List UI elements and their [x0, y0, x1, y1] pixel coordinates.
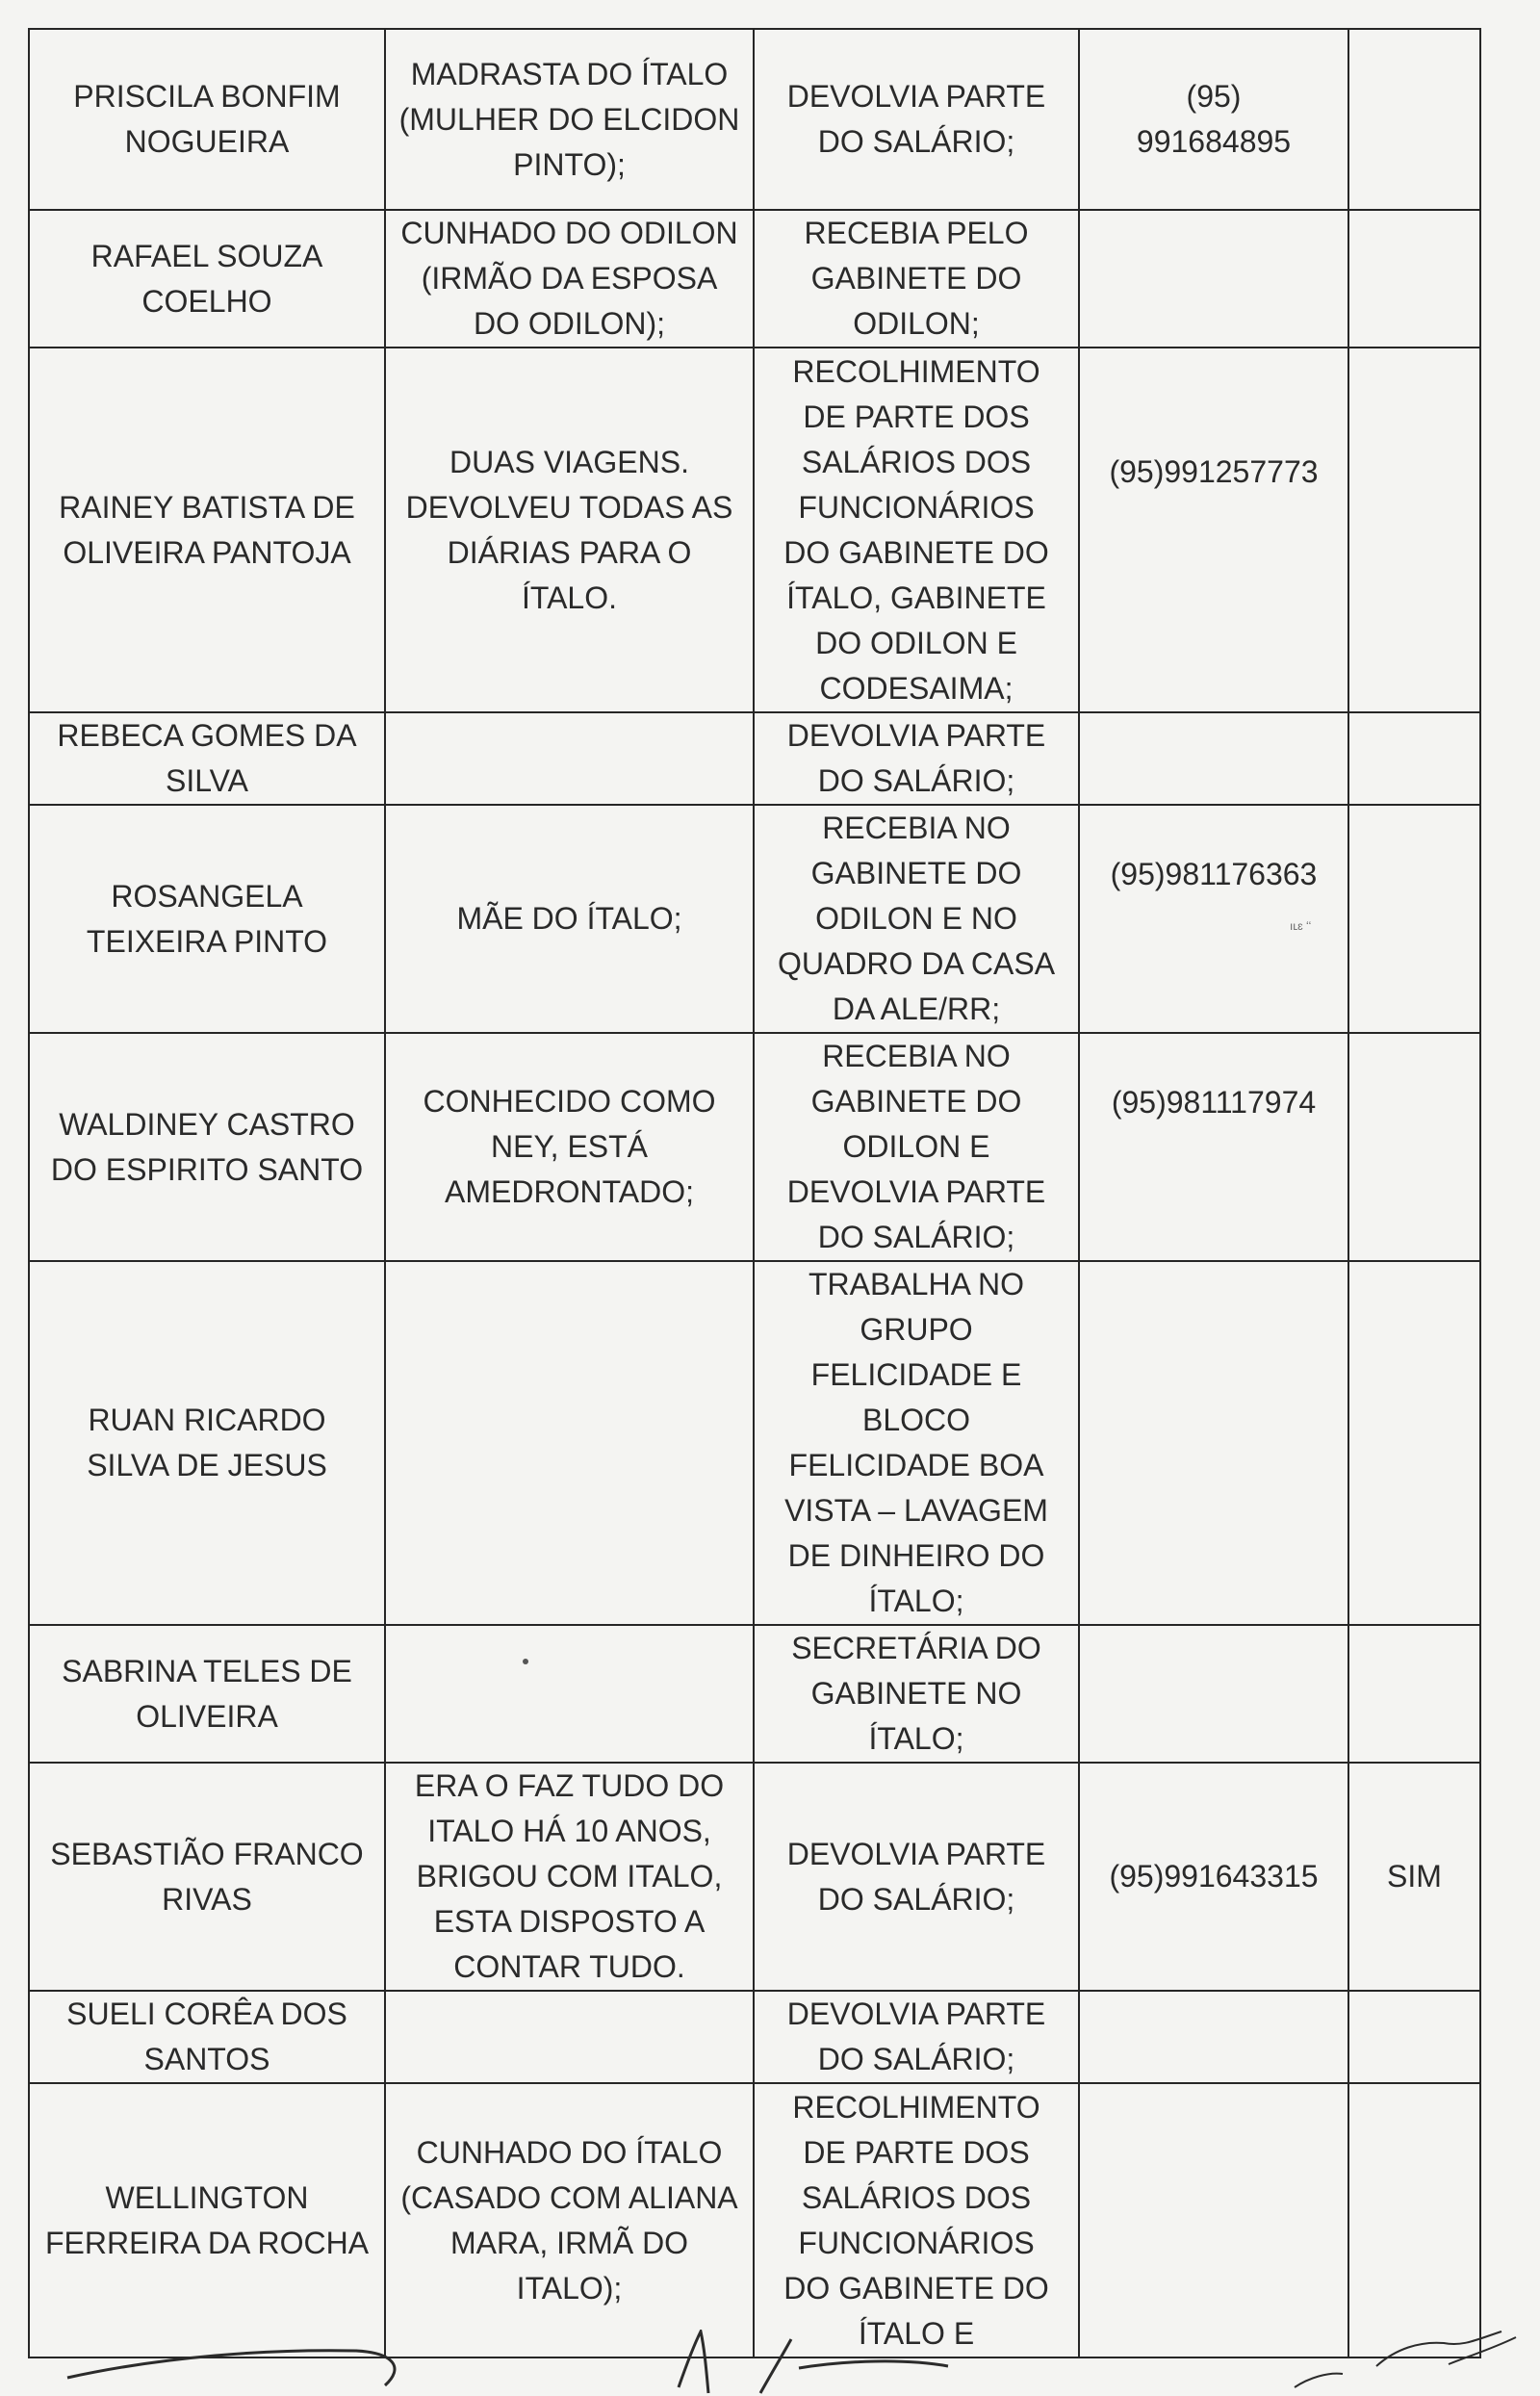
relation-cell: [385, 1261, 754, 1625]
role-cell: SECRETÁRIA DO GABINETE NO ÍTALO;: [754, 1625, 1079, 1763]
signature-scribble: [0, 2330, 1540, 2396]
table-row: [29, 2083, 1480, 2357]
name-cell: WALDINEY CASTRO DO ESPIRITO SANTO: [29, 1033, 385, 1261]
flag-cell: [1348, 29, 1480, 210]
table-row: [29, 1991, 1480, 2083]
role-cell: DEVOLVIA PARTE DO SALÁRIO;: [754, 29, 1079, 210]
flag-cell: [1348, 1991, 1480, 2083]
table-row: [29, 1261, 1480, 1625]
role-cell: RECOLHIMENTO DE PARTE DOS SALÁRIOS DOS FUNCIONÁRIOS DO GABINETE DO ÍTALO E: [754, 2083, 1079, 2357]
phone-cell: [1079, 210, 1348, 348]
relation-cell: CONHECIDO COMO NEY, ESTÁ AMEDRONTADO;: [385, 1033, 754, 1261]
table-row: [29, 805, 1480, 1033]
relation-cell: [385, 1625, 754, 1763]
phone-cell: (95)981117974: [1079, 1033, 1348, 1261]
name-cell: PRISCILA BONFIM NOGUEIRA: [29, 29, 385, 210]
table-row: [29, 1033, 1480, 1261]
relation-cell: CUNHADO DO ÍTALO (CASADO COM ALIANA MARA, IRMÃ DO ITALO);: [385, 2083, 754, 2357]
relation-cell: MÃE DO ÍTALO;: [385, 805, 754, 1033]
phone-cell: [1079, 2083, 1348, 2357]
role-cell: DEVOLVIA PARTE DO SALÁRIO;: [754, 712, 1079, 805]
name-cell: SABRINA TELES DE OLIVEIRA: [29, 1625, 385, 1763]
phone-cell: (95)991643315: [1079, 1763, 1348, 1991]
relation-cell: [385, 1991, 754, 2083]
flag-cell: [1348, 805, 1480, 1033]
relation-cell: ERA O FAZ TUDO DO ITALO HÁ 10 ANOS, BRIGOU COM ITALO, ESTA DISPOSTO A CONTAR TUDO.: [385, 1763, 754, 1991]
relation-cell: DUAS VIAGENS. DEVOLVEU TODAS AS DIÁRIAS PARA O ÍTALO.: [385, 348, 754, 712]
table-row: [29, 348, 1480, 712]
phone-cell: (95)991257773: [1079, 348, 1348, 712]
flag-cell: [1348, 712, 1480, 805]
phone-cell: [1079, 712, 1348, 805]
name-cell: WELLINGTON FERREIRA DA ROCHA: [29, 2083, 385, 2357]
role-cell: TRABALHA NO GRUPO FELICIDADE E BLOCO FELICIDADE BOA VISTA – LAVAGEM DE DINHEIRO DO ÍTALO;: [754, 1261, 1079, 1625]
role-cell: RECOLHIMENTO DE PARTE DOS SALÁRIOS DOS FUNCIONÁRIOS DO GABINETE DO ÍTALO, GABINETE DO ODILON E CODESAIMA;: [754, 348, 1079, 712]
table-row: [29, 1625, 1480, 1763]
name-cell: SUELI CORÊA DOS SANTOS: [29, 1991, 385, 2083]
ink-dot: [523, 1659, 528, 1664]
role-cell: RECEBIA NO GABINETE DO ODILON E DEVOLVIA PARTE DO SALÁRIO;: [754, 1033, 1079, 1261]
table-row: [29, 1763, 1480, 1991]
table-row: [29, 712, 1480, 805]
relation-cell: MADRASTA DO ÍTALO (MULHER DO ELCIDON PINTO);: [385, 29, 754, 210]
table-row: [29, 210, 1480, 348]
flag-cell: [1348, 348, 1480, 712]
phone-cell: (95) 991684895: [1079, 29, 1348, 210]
flag-cell: [1348, 210, 1480, 348]
relation-cell: CUNHADO DO ODILON (IRMÃO DA ESPOSA DO ODILON);: [385, 210, 754, 348]
name-cell: REBECA GOMES DA SILVA: [29, 712, 385, 805]
relation-cell: [385, 712, 754, 805]
faint-mark: ıʟɛ ʻʻ: [1290, 919, 1312, 933]
flag-cell: [1348, 1625, 1480, 1763]
name-cell: SEBASTIÃO FRANCO RIVAS: [29, 1763, 385, 1991]
phone-cell: [1079, 1991, 1348, 2083]
name-cell: RAINEY BATISTA DE OLIVEIRA PANTOJA: [29, 348, 385, 712]
phone-cell: [1079, 1625, 1348, 1763]
table-row: [29, 29, 1480, 210]
people-table: [28, 28, 1481, 2358]
flag-cell: SIM: [1348, 1763, 1480, 1991]
phone-cell: (95)981176363: [1079, 805, 1348, 1033]
role-cell: RECEBIA PELO GABINETE DO ODILON;: [754, 210, 1079, 348]
name-cell: RUAN RICARDO SILVA DE JESUS: [29, 1261, 385, 1625]
role-cell: DEVOLVIA PARTE DO SALÁRIO;: [754, 1763, 1079, 1991]
phone-cell: [1079, 1261, 1348, 1625]
flag-cell: [1348, 1261, 1480, 1625]
role-cell: DEVOLVIA PARTE DO SALÁRIO;: [754, 1991, 1079, 2083]
flag-cell: [1348, 2083, 1480, 2357]
flag-cell: [1348, 1033, 1480, 1261]
name-cell: ROSANGELA TEIXEIRA PINTO: [29, 805, 385, 1033]
role-cell: RECEBIA NO GABINETE DO ODILON E NO QUADRO DA CASA DA ALE/RR;: [754, 805, 1079, 1033]
name-cell: RAFAEL SOUZA COELHO: [29, 210, 385, 348]
